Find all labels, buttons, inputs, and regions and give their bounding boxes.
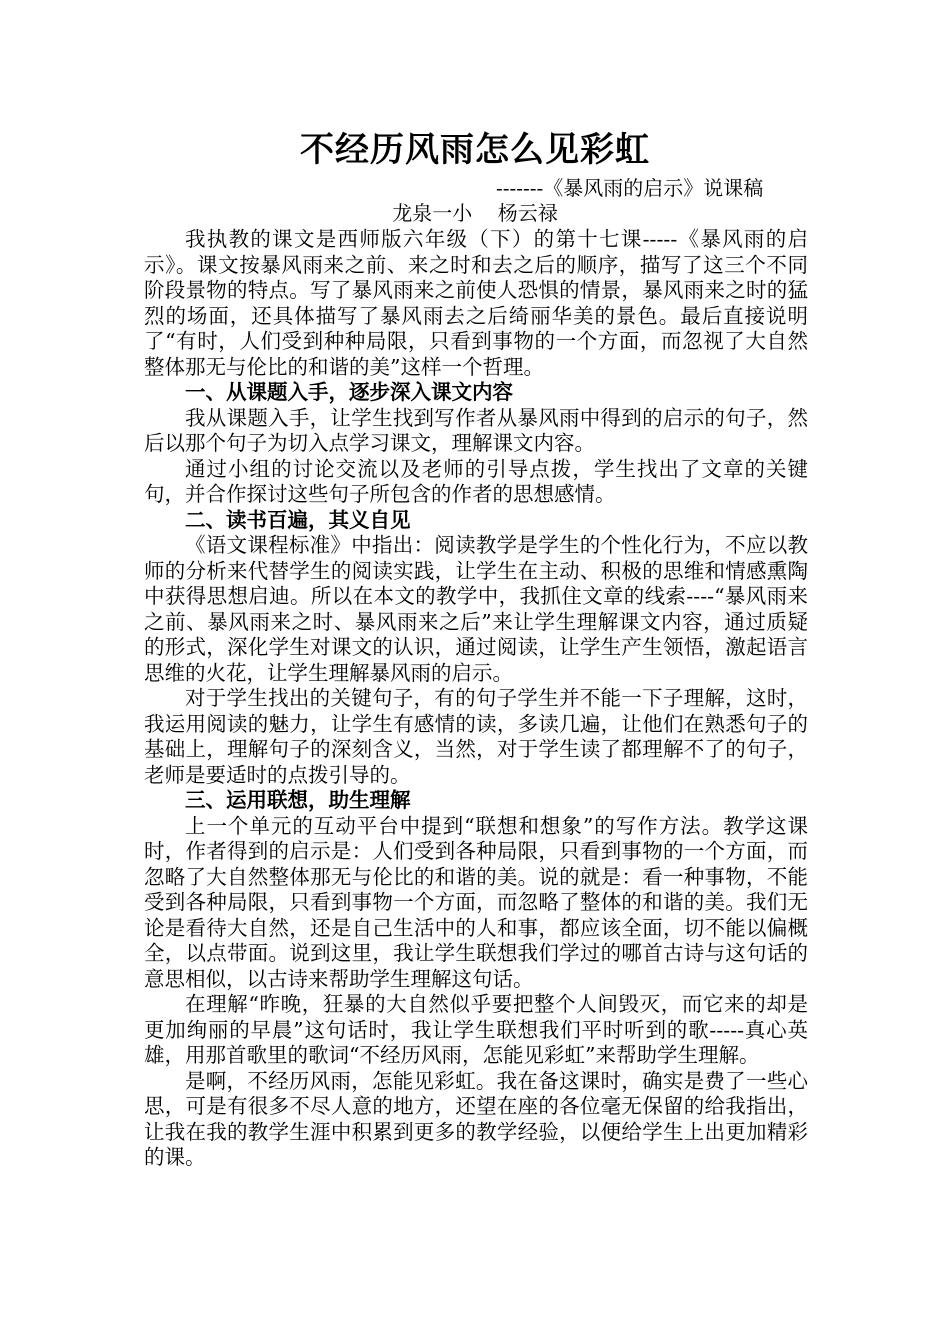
section-2-paragraph-2: 对于学生找出的关键句子，有的句子学生并不能一下子理解，这时，我运用阅读的魅力，让学生有感情的读，多读几遍，让他们在熟悉句子的基础上，理解句子的深刻含义，当然，对于学生读了都理解不了的句子，老师是要适时的点拨引导的。 xyxy=(144,686,808,787)
section-heading-1: 一、从课题入手，逐步深入课文内容 xyxy=(185,380,513,404)
section-heading-2: 二、读书百遍，其义自见 xyxy=(185,507,411,532)
document-author: 龙泉一小 杨云禄 xyxy=(392,201,558,225)
section-1-paragraph-2: 通过小组的讨论交流以及老师的引导点拨，学生找出了文章的关键句，并合作探讨这些句子所包含的作者的思想感情。 xyxy=(144,456,808,506)
section-1-paragraph-1: 我从课题入手，让学生找到写作者从暴风雨中得到的启示的句子，然后以那个句子为切入点学习课文，理解课文内容。 xyxy=(144,405,808,455)
section-3-paragraph-1: 上一个单元的互动平台中提到“联想和想象”的写作方法。教学这课时，作者得到的启示是：人们受到各种局限，只看到事物的一个方面，而忽略了大自然整体那无与伦比的和谐的美。说的就是：看一种事物，不能受到各种局限，只看到事物一个方面，而忽略了整体的和谐的美。我们无论是看待大自然，还是自己生活中的人和事，都应该全面，切不能以偏概全，以点带面。说到这里，我让学生联想我们学过的哪首古诗与这句话的意思相似，以古诗来帮助学生理解这句话。 xyxy=(144,813,808,991)
intro-paragraph: 我执教的课文是西师版六年级（下）的第十七课-----《暴风雨的启示》。课文按暴风雨来之前、来之时和去之后的顺序，描写了这三个不同阶段景物的特点。写了暴风雨来之前使人恐惧的情景，暴风雨来之时的猛烈的场面，还具体描写了暴风雨去之后绮丽华美的景色。最后直接说明了“有时，人们受到种种局限，只看到事物的一个方面，而忽视了大自然整体那无与伦比的和谐的美”这样一个哲理。 xyxy=(144,227,808,379)
section-2-paragraph-1: 《语文课程标准》中指出：阅读教学是学生的个性化行为，不应以教师的分析来代替学生的阅读实践，让学生在主动、积极的思维和情感熏陶中获得思想启迪。所以在本文的教学中，我抓住文章的线索----“暴风雨来之前、暴风雨来之时、暴风雨来之后”来让学生理解课文内容，通过质疑的形式，深化学生对课文的认识，通过阅读，让学生产生领悟，激起语言思维的火花，让学生理解暴风雨的启示。 xyxy=(144,533,808,685)
section-3-paragraph-3: 是啊，不经历风雨，怎能见彩虹。我在备这课时，确实是费了一些心思，可是有很多不尽人意的地方，还望在座的各位毫无保留的给我指出，让我在我的教学生涯中积累到更多的教学经验，以便给学生上出更加精彩的课。 xyxy=(144,1068,808,1169)
section-heading-3: 三、运用联想，助生理解 xyxy=(185,788,411,812)
section-3-paragraph-2: 在理解“昨晚，狂暴的大自然似乎要把整个人间毁灭，而它来的却是更加绚丽的早晨”这句话时，我让学生联想我们平时听到的歌-----真心英雄，用那首歌里的歌词“不经历风雨，怎能见彩虹”来帮助学生理解。 xyxy=(144,992,808,1067)
document-title: 不经历风雨怎么见彩虹 xyxy=(300,130,650,170)
document-body xyxy=(144,227,808,1171)
document-subtitle: -------《暴风雨的启示》说课稿 xyxy=(496,176,764,200)
